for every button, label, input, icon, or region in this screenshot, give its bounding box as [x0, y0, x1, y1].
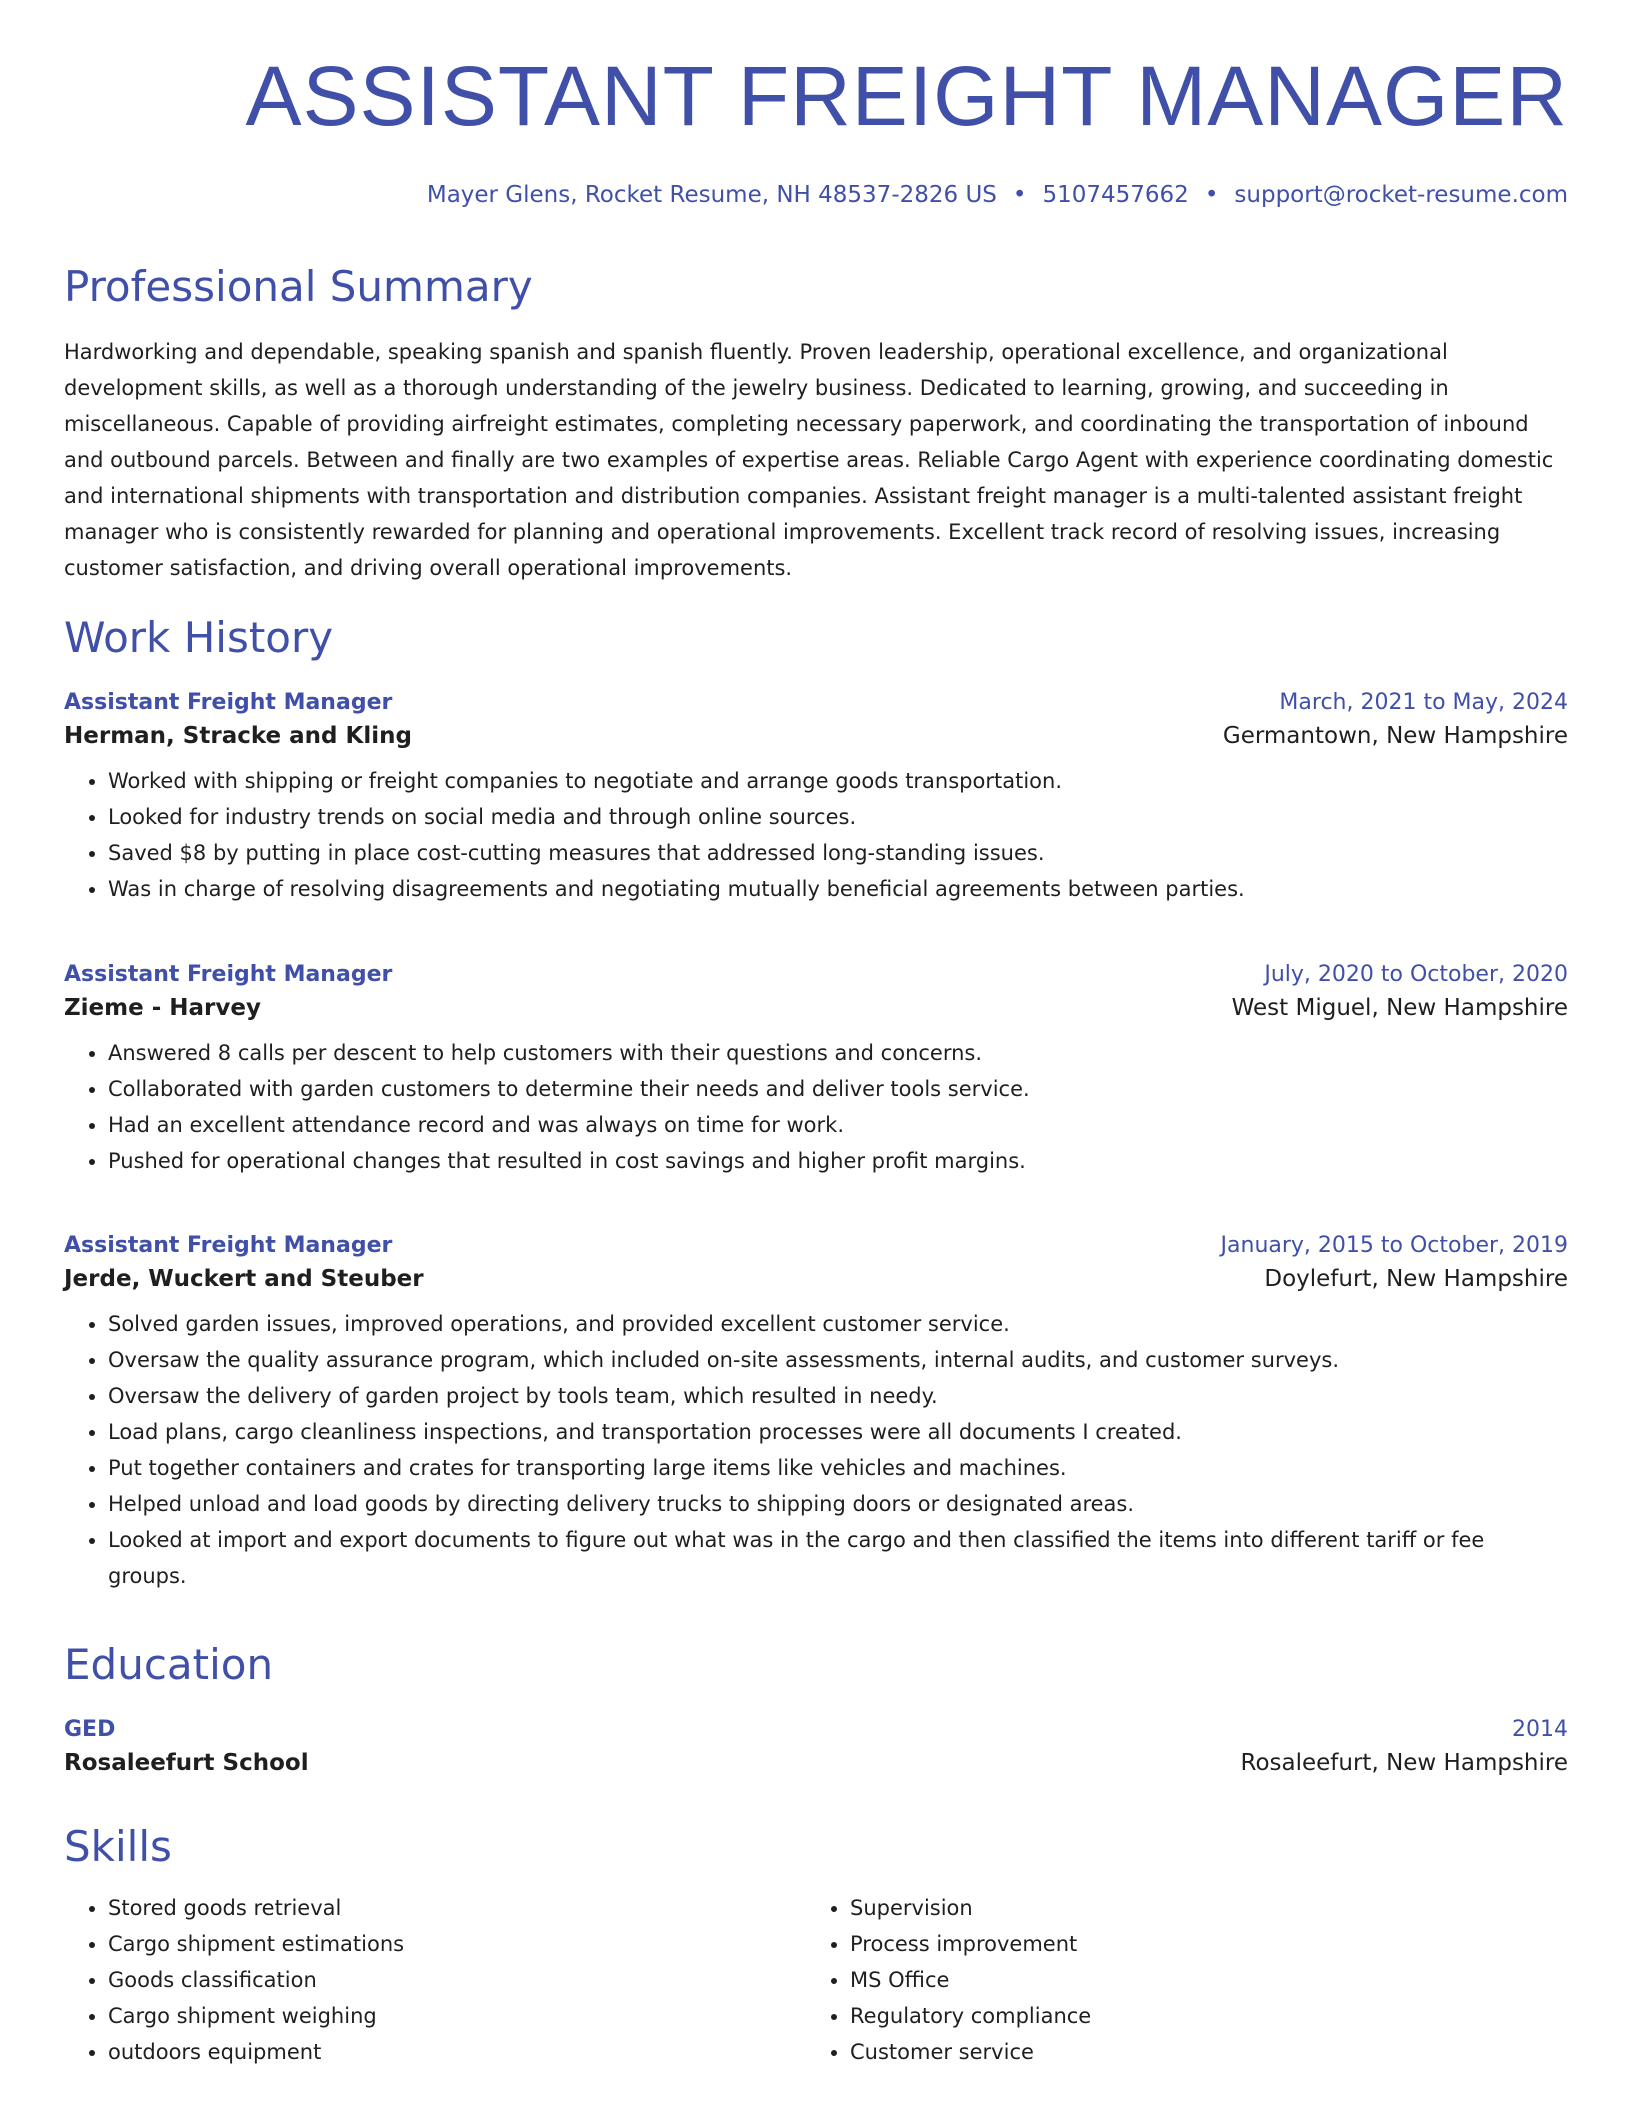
job-bullet: • Collaborated with garden customers to determine their needs and deliver tools service. [108, 1071, 1568, 1107]
skills-bullets-right [806, 1890, 1548, 2070]
job-bullet: • Worked with shipping or freight companies to negotiate and arrange goods transportation. [108, 763, 1568, 799]
contact-separator: • [1204, 182, 1219, 208]
summary-heading: Professional Summary [64, 262, 533, 311]
contact-line [64, 182, 1568, 208]
contact-phone: 5107457662 [1042, 182, 1189, 208]
job-title: Assistant Freight Manager [64, 1233, 393, 1258]
job-dates: March, 2021 to May, 2024 [1279, 690, 1568, 715]
skills-column-left [64, 1890, 806, 2070]
education-location: Rosaleefurt, New Hampshire [1240, 1750, 1568, 1776]
contact-email: support@rocket-resume.com [1234, 182, 1568, 208]
education-heading: Education [64, 1640, 274, 1689]
job-employer: Herman, Stracke and Kling [64, 723, 412, 749]
job-subheader [64, 1266, 1568, 1292]
resume-name: ASSISTANT FREIGHT MANAGER [245, 49, 1568, 143]
summary-text: Hardworking and dependable, speaking spanish and spanish fluently. Proven leadership, operational excellence, and organizational development skills, as well as a thorough understanding of the jewelry business. Dedicated to learning, growing, and succeeding in miscellaneous. Capable of providing airfreight estimates, completing necessary paperwork, and coordinating the transportation of inbound and outbound parcels. Between and finally are two examples of expertise areas. Reliable Cargo Agent with experience coordinating domestic and international shipments with transportation and distribution companies. Assistant freight manager is a multi-talented assistant freight manager who is consistently rewarded for planning and operational improvements. Excellent track record of resolving issues, increasing customer satisfaction, and driving overall operational improvements. [64, 340, 1554, 580]
job-subheader [64, 723, 1568, 749]
job-header [64, 1233, 1568, 1258]
skill-item: • Supervision [850, 1890, 1548, 1926]
work-history-heading: Work History [64, 613, 334, 662]
education-subheader [64, 1750, 1568, 1776]
education-degree: GED [64, 1717, 116, 1742]
skill-item: • outdoors equipment [108, 2034, 806, 2070]
education-header [64, 1717, 1568, 1742]
job-title: Assistant Freight Manager [64, 962, 393, 987]
job-bullet: • Solved garden issues, improved operations, and provided excellent customer service. [108, 1306, 1568, 1342]
skills-bullets-left [64, 1890, 806, 2070]
job-entry [64, 690, 1568, 907]
skill-item: • Regulatory compliance [850, 1998, 1548, 2034]
job-subheader [64, 995, 1568, 1021]
job-employer: Jerde, Wuckert and Steuber [64, 1266, 424, 1292]
job-bullet: • Put together containers and crates for transporting large items like vehicles and machines. [108, 1450, 1568, 1486]
job-bullets [64, 1306, 1568, 1594]
job-bullet: • Looked for industry trends on social media and through online sources. [108, 799, 1568, 835]
job-entry [64, 962, 1568, 1179]
job-bullet: • Oversaw the delivery of garden project by tools team, which resulted in needy. [108, 1378, 1568, 1414]
job-bullet: • Answered 8 calls per descent to help customers with their questions and concerns. [108, 1035, 1568, 1071]
skills-heading: Skills [64, 1822, 172, 1871]
job-bullet: • Had an excellent attendance record and was always on time for work. [108, 1107, 1568, 1143]
job-title: Assistant Freight Manager [64, 690, 393, 715]
education-year: 2014 [1512, 1717, 1568, 1742]
job-entry [64, 1233, 1568, 1594]
skill-item: • Stored goods retrieval [108, 1890, 806, 1926]
skill-item: • Customer service [850, 2034, 1548, 2070]
education-school: Rosaleefurt School [64, 1750, 309, 1776]
job-bullets [64, 1035, 1568, 1179]
job-dates: January, 2015 to October, 2019 [1220, 1233, 1568, 1258]
job-header [64, 962, 1568, 987]
contact-separator: • [1012, 182, 1027, 208]
skill-item: • Cargo shipment weighing [108, 1998, 806, 2034]
job-bullet: • Helped unload and load goods by directing delivery trucks to shipping doors or designated areas. [108, 1486, 1568, 1522]
contact-address: Mayer Glens, Rocket Resume, NH 48537-2826 US [426, 182, 997, 208]
skill-item: • Cargo shipment estimations [108, 1926, 806, 1962]
job-dates: July, 2020 to October, 2020 [1264, 962, 1568, 987]
job-header [64, 690, 1568, 715]
job-bullet: • Saved $8 by putting in place cost-cutting measures that addressed long-standing issues. [108, 835, 1568, 871]
job-location: Germantown, New Hampshire [1222, 723, 1568, 749]
skill-item: • Goods classification [108, 1962, 806, 1998]
skill-item: • MS Office [850, 1962, 1548, 1998]
job-employer: Zieme - Harvey [64, 995, 261, 1021]
education-entry [64, 1717, 1568, 1776]
skill-item: • Process improvement [850, 1926, 1548, 1962]
skills-list [64, 1890, 1568, 2070]
job-location: West Miguel, New Hampshire [1231, 995, 1568, 1021]
job-bullet: • Load plans, cargo cleanliness inspections, and transportation processes were all documents I created. [108, 1414, 1568, 1450]
job-location: Doylefurt, New Hampshire [1264, 1266, 1568, 1292]
job-bullets [64, 763, 1568, 907]
job-bullet: • Oversaw the quality assurance program, which included on-site assessments, internal audits, and customer surveys. [108, 1342, 1568, 1378]
job-bullet: • Looked at import and export documents to figure out what was in the cargo and then classified the items into different tariff or fee groups. [108, 1522, 1568, 1594]
job-bullet: • Pushed for operational changes that resulted in cost savings and higher profit margins. [108, 1143, 1568, 1179]
job-bullet: • Was in charge of resolving disagreements and negotiating mutually beneficial agreements between parties. [108, 871, 1568, 907]
skills-column-right [806, 1890, 1548, 2070]
